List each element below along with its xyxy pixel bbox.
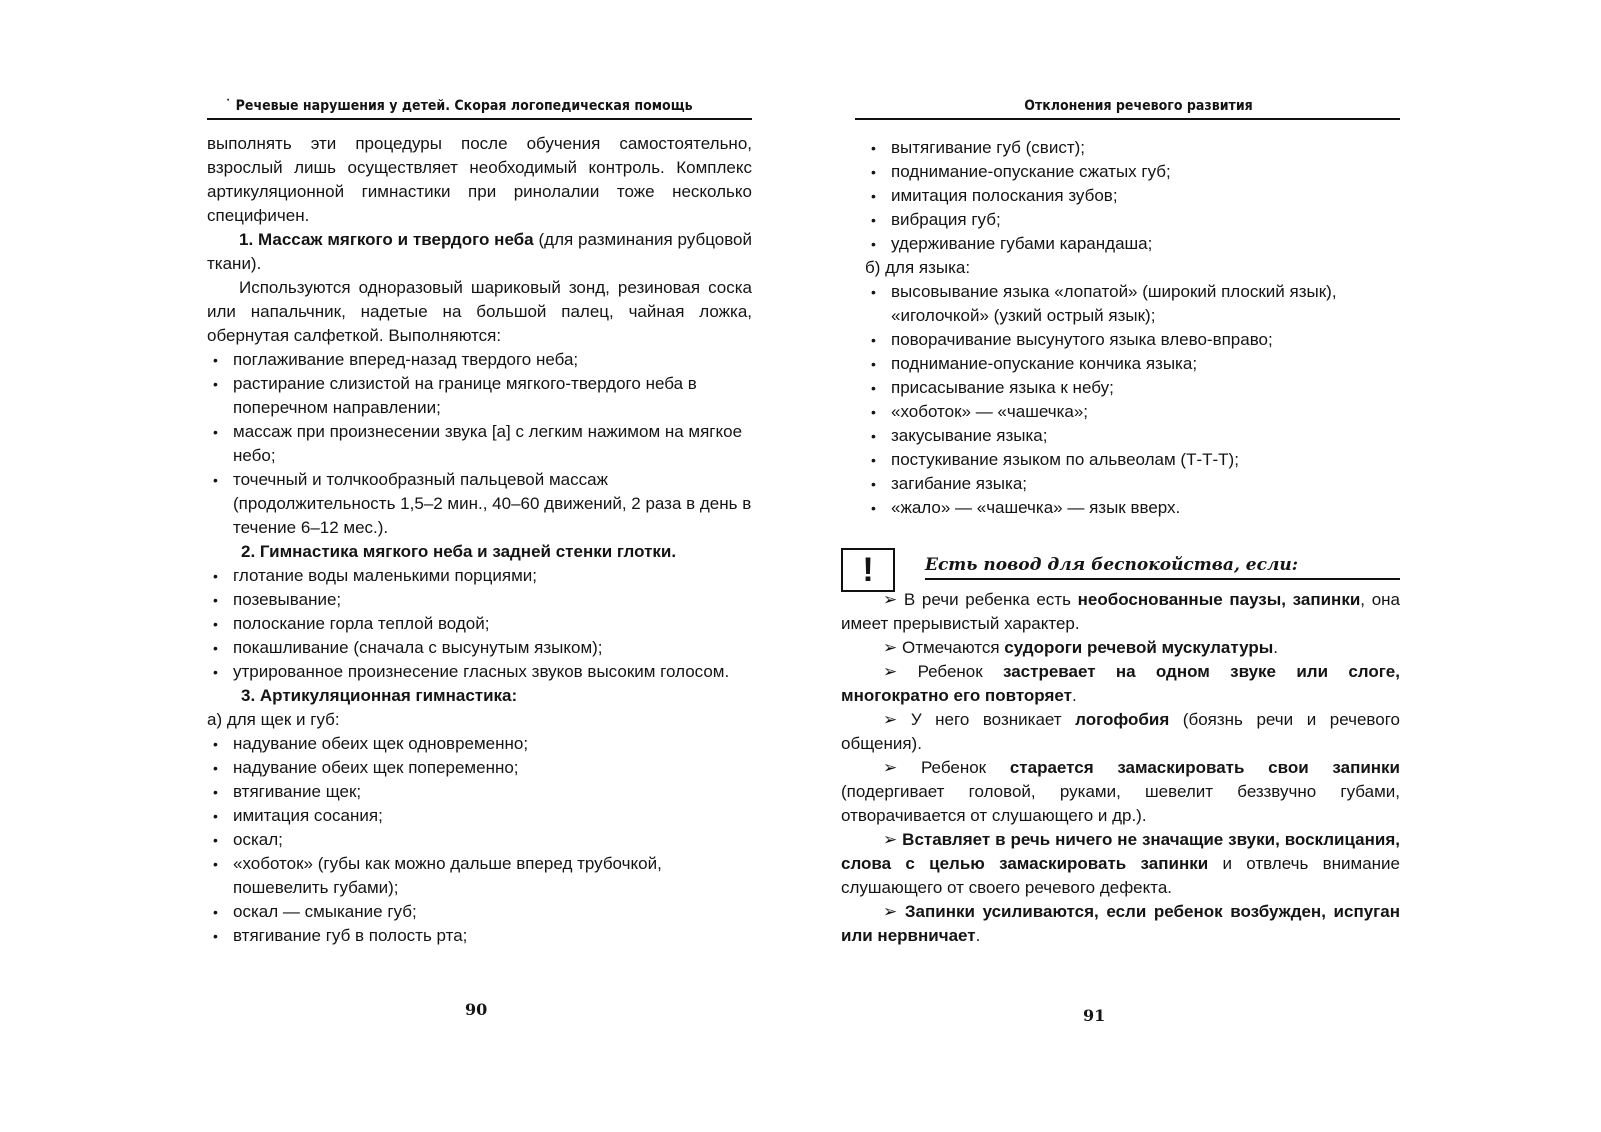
warning-bold: Вставляет в речь ничего не значащие звуки, восклицания, слова с целью замаскировать запинки: [841, 830, 1400, 873]
warning-item: [841, 636, 1400, 660]
arrow-icon: ➢: [883, 830, 898, 849]
warning-item: [841, 588, 1400, 636]
warning-text: Ребенок: [920, 758, 1010, 777]
warning-bold: Запинки усиливаются, если ребенок возбужден, испуган или нервничает: [841, 902, 1400, 945]
section3-sub-a: а) для щек и губ:: [207, 710, 340, 729]
list-item: • позевывание;: [207, 588, 752, 612]
list-item: • «хоботок» (губы как можно дальше вперед трубочкой, пошевелить губами);: [207, 852, 752, 900]
section3-title: 3. Артикуляционная гимнастика:: [241, 686, 518, 705]
list-item: • «жало» — «чашечка» — язык вверх.: [841, 496, 1400, 520]
list-item: • постукивание языком по альвеолам (Т-Т-Т);: [841, 448, 1400, 472]
section2-title: 2. Гимнастика мягкого неба и задней стенки глотки.: [241, 542, 677, 561]
list-item: • полоскание горла теплой водой;: [207, 612, 752, 636]
list-item: • поднимание-опускание кончика языка;: [841, 352, 1400, 376]
running-head-left: ˙ Речевые нарушения у детей. Скорая логопедическая помощь: [207, 96, 752, 120]
list-item: • массаж при произнесении звука [а] с легким нажимом на мягкое небо;: [207, 420, 752, 468]
warning-text: Ребенок: [917, 662, 1003, 681]
warning-bold: логофобия: [1075, 710, 1170, 729]
list-item: • имитация сосания;: [207, 804, 752, 828]
list-item: • высовывание языка «лопатой» (широкий плоский язык), «иголочкой» (узкий острый язык);: [841, 280, 1400, 328]
list-item: • поднимание-опускание сжатых губ;: [841, 160, 1400, 184]
warning-text: (подергивает головой, руками, шевелит беззвучно губами, отворачивается от слушающего и др.).: [841, 782, 1400, 825]
list-item: • закусывание языка;: [841, 424, 1400, 448]
list-item: • надувание обеих щек попеременно;: [207, 756, 752, 780]
list-item: • поворачивание высунутого языка влево-вправо;: [841, 328, 1400, 352]
list-item: • присасывание языка к небу;: [841, 376, 1400, 400]
sub-b: б) для языка:: [865, 258, 971, 277]
arrow-icon: ➢: [883, 758, 898, 777]
left-body: [207, 132, 752, 948]
list-item: • точечный и толчкообразный пальцевой массаж (продолжительность 1,5–2 мин., 40–60 движений, 2 раза в день в течение 6–12 мес.).: [207, 468, 752, 540]
warning-bold: необоснованные паузы, запинки: [1077, 590, 1361, 609]
warning-text: У него возникает: [910, 710, 1076, 729]
warning-item: [841, 828, 1400, 900]
list-item: • загибание языка;: [841, 472, 1400, 496]
warning-bold: старается замаскировать свои запинки: [1009, 758, 1401, 777]
arrow-icon: ➢: [883, 710, 898, 729]
list-item: • «хоботок» — «чашечка»;: [841, 400, 1400, 424]
list-item: • оскал;: [207, 828, 752, 852]
arrow-icon: ➢: [883, 662, 898, 681]
section1-paragraph: Используются одноразовый шариковый зонд, резиновая соска или напальчник, надетые на большой палец, чайная ложка, обернутая салфеткой. Выполняются:: [207, 278, 752, 345]
warning-bold: застревает на одном звуке или слоге, многократно его повторяет: [841, 662, 1400, 705]
list-item: • имитация полоскания зубов;: [841, 184, 1400, 208]
right-body: [841, 136, 1400, 520]
list-item: • покашливание (сначала с высунутым языком);: [207, 636, 752, 660]
list-item: • втягивание щек;: [207, 780, 752, 804]
lips-list: [841, 136, 1400, 256]
section1-list: [207, 348, 752, 540]
warning-text: .: [975, 926, 981, 945]
running-head-right: Отклонения речевого развития: [855, 96, 1400, 120]
warning-text: (боязнь речи и речевого общения).: [841, 710, 1400, 753]
warning-title: Есть повод для беспокойства, если:: [925, 554, 1400, 580]
list-item: • надувание обеих щек одновременно;: [207, 732, 752, 756]
warning-item: [841, 660, 1400, 708]
page-number-right: 91: [1083, 1006, 1106, 1025]
warning-bold: судороги речевой мускулатуры: [1004, 638, 1274, 657]
warning-text: .: [1071, 686, 1077, 705]
arrow-icon: ➢: [883, 638, 898, 657]
warning-text: В речи ребенка есть: [903, 590, 1078, 609]
page-number-left: 90: [465, 1000, 488, 1019]
list-item: • глотание воды маленькими порциями;: [207, 564, 752, 588]
warning-text: , она имеет прерывистый характер.: [841, 590, 1400, 633]
list-item: • удерживание губами карандаша;: [841, 232, 1400, 256]
warning-item: [841, 756, 1400, 828]
list-item: • поглаживание вперед-назад твердого неба;: [207, 348, 752, 372]
list-item: • растирание слизистой на границе мягкого-твердого неба в поперечном направлении;: [207, 372, 752, 420]
section1-heading: [207, 228, 752, 276]
warning-item: [841, 708, 1400, 756]
list-item: • вытягивание губ (свист);: [841, 136, 1400, 160]
warning-text: .: [1273, 638, 1278, 657]
tongue-list: [841, 280, 1400, 520]
arrow-icon: ➢: [883, 902, 898, 921]
section3-list: [207, 732, 752, 948]
warning-item: [841, 900, 1400, 948]
intro-paragraph: выполнять эти процедуры после обучения самостоятельно, взрослый лишь осуществляет необходимый контроль. Комплекс артикуляционной гимнастики при ринолалии тоже несколько специфичен.: [207, 134, 752, 225]
section1-title: 1. Массаж мягкого и твердого неба: [239, 230, 534, 249]
warning-list: [841, 588, 1400, 948]
list-item: • утрированное произнесение гласных звуков высоким голосом.: [207, 660, 752, 684]
section1-note: (для разминания рубцовой ткани).: [207, 230, 752, 273]
list-item: • втягивание губ в полость рта;: [207, 924, 752, 948]
warning-text: и отвлечь внимание слушающего от своего речевого дефекта.: [841, 854, 1401, 897]
arrow-icon: ➢: [883, 590, 898, 609]
exclamation-icon: !: [841, 548, 895, 592]
list-item: • вибрация губ;: [841, 208, 1400, 232]
section2-list: [207, 564, 752, 684]
warning-text: Отмечаются: [901, 638, 1005, 657]
list-item: • оскал — смыкание губ;: [207, 900, 752, 924]
